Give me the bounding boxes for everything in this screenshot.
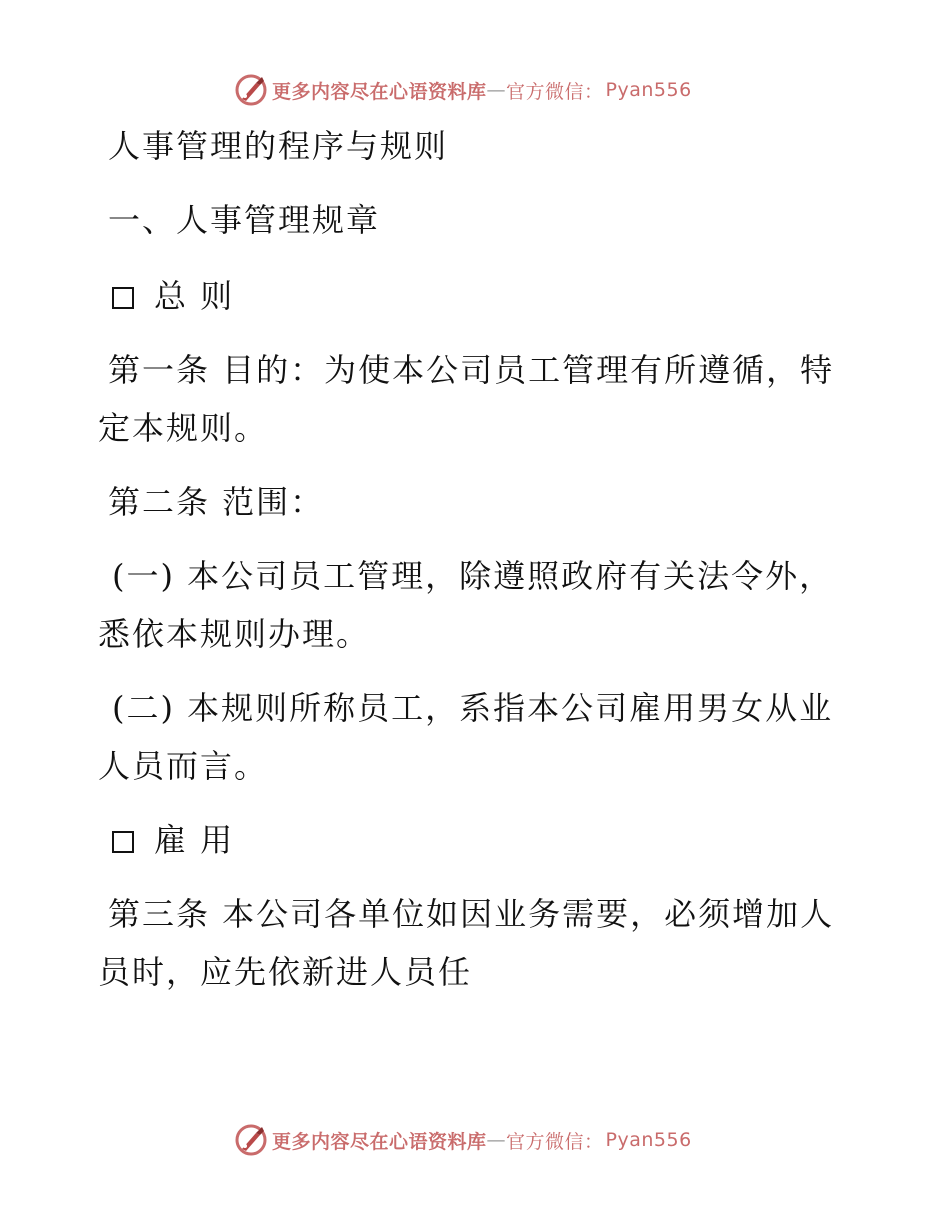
checkbox-square-icon <box>112 287 134 309</box>
document-title: 人事管理的程序与规则 <box>108 127 449 165</box>
article-2-item-1-line-2: 悉依本规则办理。 <box>98 615 371 653</box>
checkbox-square-icon <box>112 831 134 853</box>
watermark-text: 更多内容尽在心语资料库 <box>272 1130 487 1153</box>
article-2-item-2-line-2: 人员而言。 <box>98 747 269 785</box>
watermark-wechat-label: 官方微信： <box>506 1130 604 1153</box>
heading-general <box>112 276 234 316</box>
heading-general-text: 总 则 <box>154 277 235 315</box>
article-2-heading: 第二条 范围： <box>108 483 325 521</box>
watermark-dash: — <box>486 1129 507 1151</box>
heading-employ <box>112 820 234 860</box>
watermark-dash: — <box>486 79 507 101</box>
watermark-header <box>234 72 692 108</box>
watermark-text: 更多内容尽在心语资料库 <box>272 80 487 103</box>
article-1-line-2: 定本规则。 <box>98 409 269 447</box>
watermark-wechat-id: Pyan556 <box>605 79 692 101</box>
article-3-line-1: 第三条 本公司各单位如因业务需要，必须增加人 <box>108 895 835 933</box>
quill-logo-icon <box>234 1123 268 1157</box>
article-3-line-2: 员时，应先依新进人员任 <box>98 953 473 991</box>
watermark-footer <box>234 1122 692 1158</box>
heading-employ-text: 雇 用 <box>154 821 235 859</box>
quill-logo-icon <box>234 73 268 107</box>
article-1-line-1: 第一条 目的：为使本公司员工管理有所遵循，特 <box>108 351 835 389</box>
watermark-wechat-id: Pyan556 <box>605 1129 692 1151</box>
article-2-item-1-line-1: (一) 本公司员工管理，除遵照政府有关法令外， <box>112 557 834 595</box>
section-heading: 一、人事管理规章 <box>108 201 381 239</box>
article-2-item-2-line-1: (二) 本规则所称员工，系指本公司雇用男女从业 <box>112 689 834 727</box>
watermark-wechat-label: 官方微信： <box>506 80 604 103</box>
